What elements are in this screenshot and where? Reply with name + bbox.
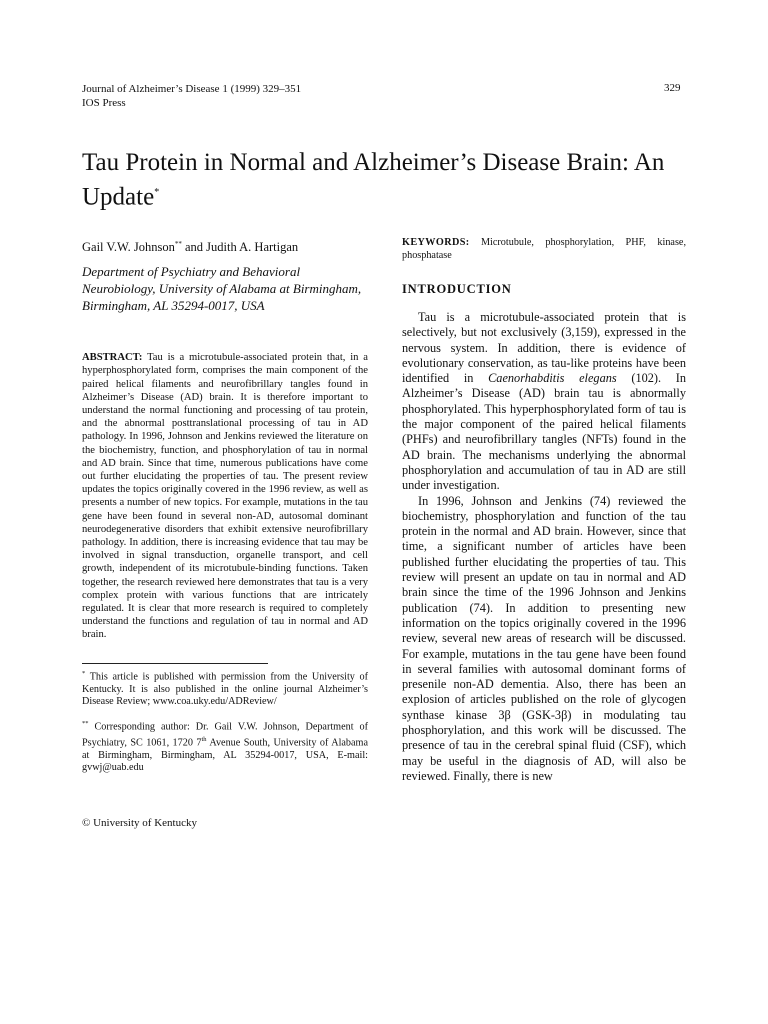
- footnote-correspondence: [82, 718, 368, 775]
- intro-paragraph-1: [402, 310, 686, 494]
- section-heading-introduction: INTRODUCTION: [402, 282, 512, 296]
- intro-p1-part-b: (102). In Alzheimer’s Disease (AD) brain tau is abnormally phosphorylated. This hyperphosphorylated form of tau is the major component of the paired helical filaments (PHFs) and neurofibrillary tangles (NFTs) found in the AD brain. The mechanisms underlying the abnormal phosphorylation and accumulation of tau in AD are still under investigation.: [402, 371, 687, 493]
- footnote-marker-1: *: [82, 669, 86, 677]
- author-johnson: Gail V.W. Johnson: [82, 240, 175, 255]
- right-column: [402, 236, 686, 784]
- copyright-notice: © University of Kentucky: [82, 816, 197, 829]
- footnote-permission-text: This article is published with permission from the University of Kentucky. It is also published in the online journal Alzheimer’s Disease Review; www.coa.uky.edu/ADReview/: [82, 671, 368, 708]
- footnote-divider: [82, 663, 268, 664]
- keywords: [402, 236, 686, 262]
- left-column: [82, 236, 368, 830]
- author-footnote-marker: **: [174, 240, 182, 248]
- intro-p1-part-a: Tau is a microtubule-associated protein that is selectively, but not exclusively (3,159), expressed in the nervous system. In addition, there is evidence of evolutionary conservation, as tau-like proteins have been identified in: [402, 310, 686, 386]
- author-line: [82, 236, 368, 255]
- article-title-text: Tau Protein in Normal and Alzheimer’s Disease Brain: An Update: [82, 149, 665, 211]
- abstract: [82, 351, 368, 641]
- keywords-label: KEYWORDS:: [402, 237, 470, 248]
- ordinal-suffix: th: [201, 735, 207, 743]
- page-number: 329: [664, 82, 681, 94]
- running-head: [82, 82, 301, 110]
- species-name: Caenorhabditis elegans: [488, 371, 617, 386]
- abstract-text: Tau is a microtubule-associated protein that, in a hyperphosphorylated form, comprises the main component of the paired helical filaments and neurofibrillary tangles found in Alzheimer’s Disease (AD) brain. It is therefore important to understand the normal functioning and processing of tau protein, and the abnormal posttranslational processing of tau in AD pathology. In 1996, Johnson and Jenkins reviewed the literature on the biochemistry, function, and phosphorylation of tau in normal and AD brain. Since that time, numerous publications have come out further elucidating the properties of tau. The present review updates the topics originally covered in the 1996 review, as well as presents a number of new topics. For example, mutations in the tau gene have been found in several non-AD, autosomal dominant neurodegenerative disorders that exhibit extensive neurofibrillary pathology. In addition, there is increasing evidence that tau may be involved in signal transduction, organelle transport, and cell growth, independent of its microtubule-binding functions. Taken together, the research reviewed here demonstrates that tau is a very complex protein with various functions that are intricately regulated. It is clear that more research is required to completely understand the functions and regulation of tau in normal and AD brain.: [82, 352, 368, 641]
- author-hartigan: and Judith A. Hartigan: [181, 240, 299, 255]
- footnote-correspondence-text-b: Avenue South, University of Alabama at Birmingham, Birmingham, AL 35294-0017, USA, E-mail: gvwj@uab.edu: [82, 737, 368, 774]
- author-affiliation: Department of Psychiatry and Behavioral Neurobiology, University of Alabama at Birmingham, Birmingham, AL 35294-0017, USA: [82, 264, 362, 314]
- footnote-permission: [82, 668, 368, 709]
- publisher-name: IOS Press: [82, 97, 126, 109]
- journal-citation: Journal of Alzheimer’s Disease 1 (1999) 329–351: [82, 83, 302, 95]
- keywords-text: Microtubule, phosphorylation, PHF, kinase, phosphatase: [402, 237, 686, 261]
- footnote-correspondence-text-a: Corresponding author: Dr. Gail V.W. Johnson, Department of Psychiatry, SC 1061, 1720 7: [82, 721, 368, 749]
- article-title: [82, 148, 682, 212]
- abstract-label: ABSTRACT:: [82, 352, 143, 364]
- footnote-marker-2: **: [82, 719, 89, 727]
- title-footnote-marker: *: [154, 187, 160, 198]
- intro-paragraph-2: In 1996, Johnson and Jenkins (74) reviewed the biochemistry, phosphorylation and function of the tau protein in the normal and AD brain. However, since that time, a significant number of articles have been published further elucidating the properties of tau. This review will present an update on tau in normal and AD brain since the time of the 1996 Johnson and Jenkins publication (74). In addition to presenting new information on the topics originally covered in the 1996 review, several new areas of research will be discussed. For example, mutations in the tau gene have been found in several families with autosomal dominant forms of presenile non-AD dementia. Also, there has been an explosion of articles published on the role of glycogen synthase kinase 3β (GSK-3β) in modulating tau phosphorylation, and this work will be discussed. The presence of tau in the cerebral spinal fluid (CSF), which may be useful in the diagnosis of AD, will also be reviewed. Finally, there is new: [402, 493, 686, 783]
